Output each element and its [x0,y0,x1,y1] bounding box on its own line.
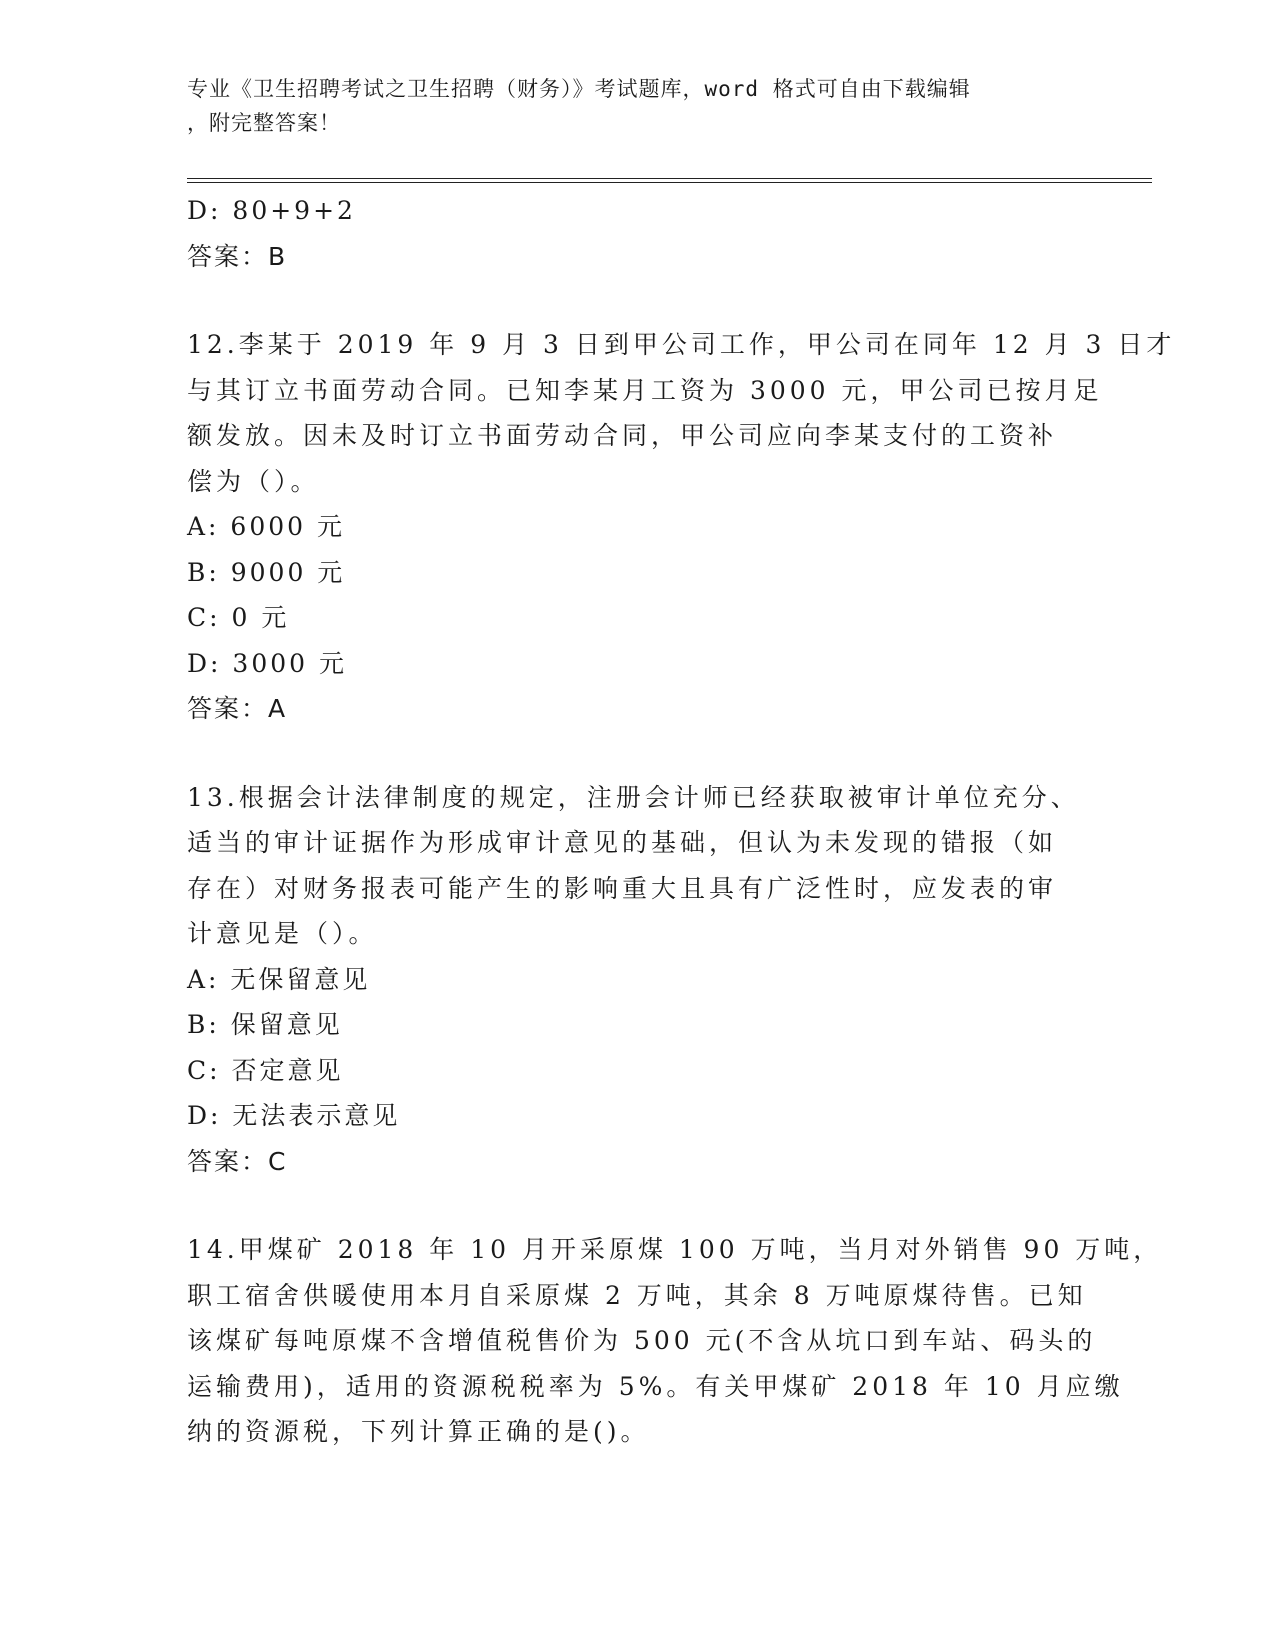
question-content [187,188,1176,1455]
question-stem [187,1227,1163,1455]
stem-line: 计意见是（）。 [187,919,378,948]
option-d: D: 无法表示意见 [187,1101,401,1130]
header-line-2: ，附完整答案！ [187,111,341,135]
question-12 [187,322,1176,732]
option-a: A: 无保留意见 [187,964,371,994]
stem-line: 13.根据会计法律制度的规定，注册会计师已经获取被审计单位充分、 [187,782,1080,812]
option-d: D: 3000 元 [187,648,347,678]
question-spacer [187,732,1087,775]
stem-line: 额发放。因未及时订立书面劳动合同，甲公司应向李某支付的工资补 [187,421,1058,450]
stem-line: 存在）对财务报表可能产生的影响重大且具有广泛性时，应发表的审 [187,873,1058,903]
answer-line: 答案：A [187,694,288,723]
page-header [187,72,1067,140]
stem-line: 偿为（）。 [187,466,320,496]
question-stem [187,775,1087,957]
stem-line: 该煤矿每吨原煤不含增值税售价为 500 元(不含从坑口到车站、码头的 [187,1326,1097,1355]
stem-line: 纳的资源税，下列计算正确的是()。 [187,1417,650,1446]
stem-line: 运输费用)，适用的资源税税率为 5%。有关甲煤矿 2018 年 10 月应缴 [187,1371,1124,1401]
question-13 [187,775,1087,1185]
question-11-tail [187,188,1087,279]
answer-line: 答案：B [187,241,288,271]
question-spacer [187,1184,1087,1227]
question-14 [187,1227,1163,1455]
option-b: B: 9000 元 [187,557,346,587]
option-c: C: 0 元 [187,603,290,632]
header-divider-bottom [187,182,1152,183]
stem-line: 适当的审计证据作为形成审计意见的基础，但认为未发现的错报（如 [187,828,1058,857]
stem-line: 职工宿舍供暖使用本月自采原煤 2 万吨，其余 8 万吨原煤待售。已知 [187,1280,1087,1310]
option-b: B: 保留意见 [187,1010,343,1039]
header-divider-top [187,178,1152,179]
option-c: C: 否定意见 [187,1055,344,1085]
option-d: D: 80+9+2 [187,196,356,225]
question-stem [187,322,1176,504]
stem-line: 与其订立书面劳动合同。已知李某月工资为 3000 元，甲公司已按月足 [187,375,1103,405]
stem-line: 14.甲煤矿 2018 年 10 月开采原煤 100 万吨，当月对外销售 90 万吨， [187,1235,1163,1264]
answer-line: 答案：C [187,1146,288,1176]
question-spacer [187,279,1087,322]
option-a: A: 6000 元 [187,512,345,541]
header-line-1: 专业《卫生招聘考试之卫生招聘（财务）》考试题库，word 格式可自由下载编辑 [187,77,971,101]
stem-line: 12.李某于 2019 年 9 月 3 日到甲公司工作，甲公司在同年 12 月 3 日才 [187,330,1176,359]
